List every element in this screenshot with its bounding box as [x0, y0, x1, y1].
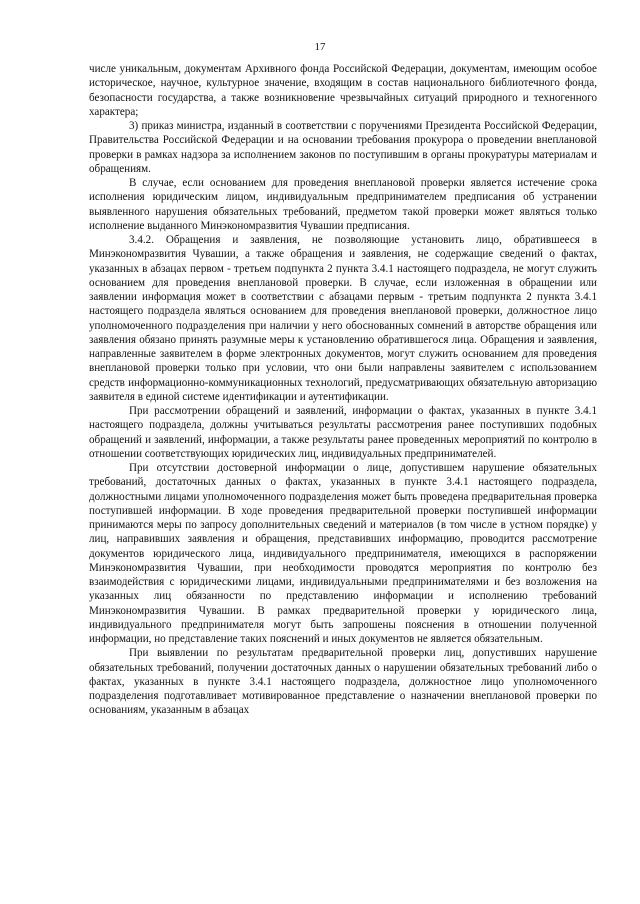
paragraph-item-3: 3) приказ министра, изданный в соответствии с поручениями Президента Российской Федерации, Правительства Российской Федерации и на основании требования прокурора о проведении внеплановой проверки в рамках надзора за исполнением законов по поступившим в органы прокуратуры материалам и обращениям. — [89, 120, 597, 175]
paragraph-review-appeals: При рассмотрении обращений и заявлений, информации о фактах, указанных в пункте 3.4.1 настоящего подраздела, должны учитываться результаты рассмотрения ранее поступивших подобных обращений и заявлений, информации, а также результаты ранее проведенных мероприятий по контролю в отношении соответствующих юридических лиц, индивидуальных предпринимателей. — [89, 405, 597, 460]
page-number: 17 — [314, 41, 326, 53]
paragraph-unscheduled-basis: В случае, если основанием для проведения внеплановой проверки является истечение срока исполнения юридическим лицом, индивидуальным предпринимателем предписания об устранении выявленного нарушения обязательных требований, предметом такой проверки может являться только исполнение выданного Минэкономразвития Чувашии предписания. — [89, 177, 597, 232]
paragraph-check-results: При выявлении по результатам предварительной проверки лиц, допустивших нарушение обязательных требований, получении достаточных данных о нарушении обязательных требований либо о фактах, указанных в пункте 3.4.1 настоящего подраздела, должностное лицо уполномоченного подразделения подготавливает мотивированное представление о назначении внеплановой проверки по основаниям, указанным в абзацах — [89, 647, 597, 717]
paragraph-3-4-2: 3.4.2. Обращения и заявления, не позволяющие установить лицо, обратившееся в Минэкономразвития Чувашии, а также обращения и заявления, не содержащие сведений о фактах, указанных в абзацах первом - третьем подпункта 2 пункта 3.4.1 настоящего подраздела, не могут служить основанием для проведения внеплановой проверки. В случае, если изложенная в обращении или заявлении информация может в соответствии с абзацами первым - третьим подпункта 2 пункта 3.4.1 настоящего подраздела являться основанием для проведения внеплановой проверки, должностное лицо уполномоченного подразделения при наличии у него обоснованных сомнений в авторстве обращения или заявления обязано принять разумные меры к установлению обратившегося лица. Обращения и заявления, направленные заявителем в форме электронных документов, могут служить основанием для проведения внеплановой проверки только при условии, что они были направлены заявителем с использованием средств информационно-коммуникационных технологий, предусматривающих обязательную авторизацию заявителя в единой системе идентификации и аутентификации. — [89, 234, 597, 403]
document-body — [89, 62, 597, 718]
paragraph-continuation: числе уникальным, документам Архивного фонда Российской Федерации, документам, имеющим особое историческое, научное, культурное значение, входящим в состав национального библиотечного фонда, безопасности государства, а также возникновение чрезвычайных ситуаций природного и техногенного характера; — [89, 63, 597, 118]
paragraph-preliminary-check: При отсутствии достоверной информации о лице, допустившем нарушение обязательных требований, достаточных данных о фактах, указанных в пункте 3.4.1 настоящего подраздела, должностными лицами уполномоченного подразделения может быть проведена предварительная проверка поступившей информации. В ходе проведения предварительной проверки поступившей информации принимаются меры по запросу дополнительных сведений и материалов (в том числе в устном порядке) у лиц, направивших заявления и обращения, представивших информацию, проводится рассмотрение документов юридического лица, индивидуального предпринимателя, имеющихся в распоряжении Минэкономразвития Чувашии, при необходимости проводятся мероприятия по контролю без взаимодействия с юридическими лицами, индивидуальными предпринимателями и без возложения на указанных лиц обязанности по представлению информации и исполнению требований Минэкономразвития Чувашии. В рамках предварительной проверки у юридического лица, индивидуального предпринимателя могут быть запрошены пояснения в отношении полученной информации, но представление таких пояснений и иных документов не является обязательным. — [89, 462, 597, 645]
